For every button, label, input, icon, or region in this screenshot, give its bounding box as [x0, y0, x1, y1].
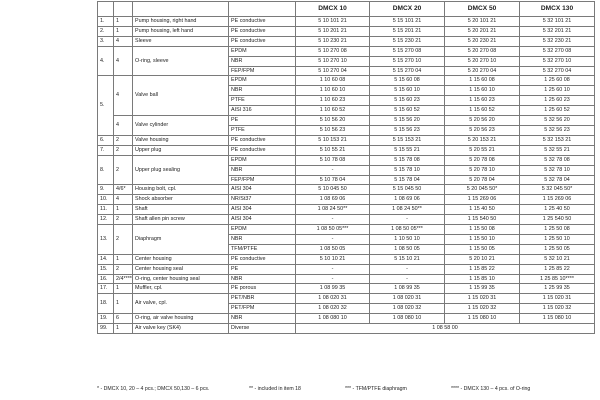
- material-cell: NR/St37: [229, 195, 296, 205]
- material-cell: NBR: [229, 314, 296, 324]
- part-number-dmcx-20: 1 08 50 05: [370, 244, 445, 254]
- description-cell: Upper plug: [133, 145, 229, 155]
- position-cell: 18.: [98, 294, 114, 314]
- part-number-dmcx-130: 5 32 56 23: [520, 125, 595, 135]
- position-cell: 3.: [98, 36, 114, 46]
- table-row: [98, 26, 595, 36]
- part-number-dmcx-20: 5 15 78 10: [370, 165, 445, 175]
- part-number-dmcx-10: 5 10 56 23: [296, 125, 370, 135]
- part-number-dmcx-10: 5 10 201 21: [296, 26, 370, 36]
- position-cell: 1.: [98, 17, 114, 27]
- quantity-cell: 1: [114, 26, 133, 36]
- table-row: [98, 155, 595, 165]
- part-number-dmcx-130: 5 32 56 20: [520, 116, 595, 126]
- footnote-diaphragm: *** - TFM/PTFE diaphragm: [345, 386, 407, 392]
- part-number-dmcx-20: 5 15 230 21: [370, 36, 445, 46]
- material-cell: NBR: [229, 86, 296, 96]
- part-number-dmcx-10: 1 08 50 05***: [296, 225, 370, 235]
- part-number-dmcx-20: 1 08 020 31: [370, 294, 445, 304]
- quantity-cell: 2: [114, 155, 133, 185]
- part-number-dmcx-20: 1 08 24 50**: [370, 205, 445, 215]
- part-number-dmcx-130: 5 32 10 21: [520, 254, 595, 264]
- part-number-dmcx-130: 5 32 201 21: [520, 26, 595, 36]
- material-cell: EPDM: [229, 155, 296, 165]
- quantity-cell: 1: [114, 254, 133, 264]
- part-number-dmcx-10: 1 08 24 50**: [296, 205, 370, 215]
- part-number-dmcx-10: -: [296, 234, 370, 244]
- header-dmcx-130: DMCX 130: [520, 2, 595, 17]
- part-number-dmcx-20: 5 15 56 20: [370, 116, 445, 126]
- part-number-dmcx-50: 1 15 60 10: [445, 86, 520, 96]
- position-cell: 15.: [98, 264, 114, 274]
- table-row: [98, 264, 595, 274]
- part-number-dmcx-130: 5 32 101 21: [520, 17, 595, 27]
- table-row: [98, 294, 595, 304]
- part-number-dmcx-10: 5 10 56 20: [296, 116, 370, 126]
- table-row: [98, 314, 595, 324]
- part-number-dmcx-10: 1 08 020 32: [296, 304, 370, 314]
- description-cell: Pump housing, right hand: [133, 17, 229, 27]
- part-number-dmcx-50: 1 15 540 50: [445, 215, 520, 225]
- part-number-dmcx-50: 5 20 56 20: [445, 116, 520, 126]
- part-number-dmcx-20: 5 15 045 50: [370, 185, 445, 195]
- material-cell: PTFE: [229, 96, 296, 106]
- part-number-dmcx-50: 1 15 020 31: [445, 294, 520, 304]
- part-number-dmcx-20: 5 15 201 21: [370, 26, 445, 36]
- part-number-dmcx-50: 1 15 60 08: [445, 76, 520, 86]
- part-number-dmcx-10: 1 08 50 05: [296, 244, 370, 254]
- part-number-dmcx-50: 5 20 55 21: [445, 145, 520, 155]
- part-number-dmcx-50: 1 15 020 32: [445, 304, 520, 314]
- material-cell: PE porous: [229, 284, 296, 294]
- part-number-dmcx-50: 5 20 270 10: [445, 56, 520, 66]
- description-cell: O-ring, air valve housing: [133, 314, 229, 324]
- quantity-cell: 2: [114, 215, 133, 225]
- table-row: [98, 254, 595, 264]
- material-cell: EPDM: [229, 225, 296, 235]
- part-number-dmcx-50: 5 20 78 08: [445, 155, 520, 165]
- part-number-dmcx-130: 5 32 270 10: [520, 56, 595, 66]
- part-number-dmcx-20: 1 08 080 10: [370, 314, 445, 324]
- part-number-dmcx-10: 5 10 55 21: [296, 145, 370, 155]
- material-cell: PTFE: [229, 125, 296, 135]
- table-row: [98, 17, 595, 27]
- part-number-dmcx-20: 1 08 99 35: [370, 284, 445, 294]
- position-cell: 13.: [98, 225, 114, 255]
- material-cell: PE conductive: [229, 17, 296, 27]
- part-number-dmcx-50: 5 20 201 21: [445, 26, 520, 36]
- part-number-dmcx-20: 5 15 56 23: [370, 125, 445, 135]
- material-cell: AISI 304: [229, 185, 296, 195]
- material-cell: NBR: [229, 274, 296, 284]
- table-row: [98, 324, 595, 334]
- part-number-dmcx-20: 5 15 270 04: [370, 66, 445, 76]
- material-cell: PET/FPM: [229, 304, 296, 314]
- part-number-dmcx-50: 1 15 99 35: [445, 284, 520, 294]
- part-number-dmcx-10: 5 10 270 08: [296, 46, 370, 56]
- header-qty: [114, 2, 133, 17]
- part-number-dmcx-130: 1 15 080 10: [520, 314, 595, 324]
- quantity-cell: 1: [114, 205, 133, 215]
- description-cell: Center housing seal: [133, 264, 229, 274]
- part-number-dmcx-130: 5 32 78 04: [520, 175, 595, 185]
- part-number-dmcx-10: 1 10 60 23: [296, 96, 370, 106]
- material-cell: NBR: [229, 234, 296, 244]
- part-number-dmcx-10: 5 10 270 10: [296, 56, 370, 66]
- part-number-dmcx-130: 5 32 153 21: [520, 135, 595, 145]
- description-cell: Valve housing: [133, 135, 229, 145]
- part-number-dmcx-10: -: [296, 215, 370, 225]
- part-number-dmcx-20: 5 15 60 52: [370, 106, 445, 116]
- material-cell: FEP/FPM: [229, 66, 296, 76]
- table-row: [98, 36, 595, 46]
- part-number-dmcx-50: 5 20 270 04: [445, 66, 520, 76]
- part-number-dmcx-10: 5 10 045 50: [296, 185, 370, 195]
- position-cell: 14.: [98, 254, 114, 264]
- material-cell: PE conductive: [229, 36, 296, 46]
- part-number-dmcx-10: 5 10 153 21: [296, 135, 370, 145]
- part-number-dmcx-20: 1 08 69 06: [370, 195, 445, 205]
- material-cell: PE: [229, 116, 296, 126]
- parts-table: [97, 1, 595, 334]
- material-cell: EPDM: [229, 46, 296, 56]
- part-number-dmcx-20: 5 15 101 21: [370, 17, 445, 27]
- part-number-dmcx-130: 1 25 40 50: [520, 205, 595, 215]
- position-cell: 16.: [98, 274, 114, 284]
- material-cell: AISI 316: [229, 106, 296, 116]
- part-number-dmcx-130: 1 15 269 06: [520, 195, 595, 205]
- material-cell: PE conductive: [229, 254, 296, 264]
- part-number-dmcx-10: 1 08 69 06: [296, 195, 370, 205]
- material-cell: TFM/PTFE: [229, 244, 296, 254]
- description-cell: Housing bolt, cpl.: [133, 185, 229, 195]
- part-number-dmcx-20: 1 10 50 10: [370, 234, 445, 244]
- part-number-dmcx-130: 1 25 50 10: [520, 234, 595, 244]
- table-row: [98, 225, 595, 235]
- header-material: [229, 2, 296, 17]
- part-number-dmcx-20: 5 15 60 08: [370, 76, 445, 86]
- position-cell: 99.: [98, 324, 114, 334]
- description-cell: O-ring, sleeve: [133, 46, 229, 76]
- part-number-dmcx-130: 5 32 270 04: [520, 66, 595, 76]
- footnote-bolt-quantity: * - DMCX 10, 20 – 4 pcs.; DMCX 50,130 – 6 pcs.: [97, 386, 210, 392]
- position-cell: 12.: [98, 215, 114, 225]
- part-number-dmcx-10: 5 10 78 08: [296, 155, 370, 165]
- header-pos: [98, 2, 114, 17]
- material-cell: AISI 304: [229, 215, 296, 225]
- quantity-cell: 1: [114, 324, 133, 334]
- description-cell: Muffler, cpl.: [133, 284, 229, 294]
- material-cell: Diverse: [229, 324, 296, 334]
- part-number-dmcx-130: 1 25 60 10: [520, 86, 595, 96]
- part-number-dmcx-20: 5 15 78 08: [370, 155, 445, 165]
- part-number-dmcx-50: 1 15 50 08: [445, 225, 520, 235]
- part-number-dmcx-10: -: [296, 274, 370, 284]
- part-number-dmcx-130: 1 25 60 23: [520, 96, 595, 106]
- quantity-cell: 6: [114, 314, 133, 324]
- position-cell: 4.: [98, 46, 114, 76]
- part-number-dmcx-20: 5 15 60 10: [370, 86, 445, 96]
- part-number-dmcx-50: 5 20 230 21: [445, 36, 520, 46]
- description-cell: Upper plug sealing: [133, 155, 229, 185]
- part-number-dmcx-50: 5 20 153 21: [445, 135, 520, 145]
- part-number-dmcx-50: 5 20 101 21: [445, 17, 520, 27]
- table-row: [98, 46, 595, 56]
- table-row: [98, 76, 595, 86]
- position-cell: 7.: [98, 145, 114, 155]
- table-row: [98, 145, 595, 155]
- quantity-cell: 2: [114, 145, 133, 155]
- part-number-dmcx-130: 1 25 50 08: [520, 225, 595, 235]
- part-number-dmcx-20: -: [370, 215, 445, 225]
- table-row: [98, 284, 595, 294]
- position-cell: 6.: [98, 135, 114, 145]
- part-number-dmcx-50: 1 15 269 06: [445, 195, 520, 205]
- table-row: [98, 185, 595, 195]
- position-cell: 5.: [98, 76, 114, 135]
- header-dmcx-50: DMCX 50: [445, 2, 520, 17]
- description-cell: Shock absorber: [133, 195, 229, 205]
- part-number-dmcx-50: 5 20 78 04: [445, 175, 520, 185]
- quantity-cell: 1: [114, 294, 133, 314]
- part-number-dmcx-10: 1 08 020 31: [296, 294, 370, 304]
- part-number-dmcx-20: -: [370, 264, 445, 274]
- description-cell: Center housing: [133, 254, 229, 264]
- part-number-dmcx-10: 5 10 230 21: [296, 36, 370, 46]
- position-cell: 11.: [98, 205, 114, 215]
- description-cell: Air valve key (SK4): [133, 324, 229, 334]
- quantity-cell: 2/4****: [114, 274, 133, 284]
- part-number-dmcx-130: 1 25 85 10****: [520, 274, 595, 284]
- part-number-dmcx-130: 5 32 78 10: [520, 165, 595, 175]
- table-row: [98, 116, 595, 126]
- part-number-dmcx-50: 5 20 78 10: [445, 165, 520, 175]
- part-number-dmcx-10: 5 10 101 21: [296, 17, 370, 27]
- part-number-dmcx-20: 5 15 60 23: [370, 96, 445, 106]
- material-cell: PE conductive: [229, 26, 296, 36]
- description-cell: O-ring, center housing seal: [133, 274, 229, 284]
- part-number-dmcx-130: 5 32 230 21: [520, 36, 595, 46]
- description-cell: Valve ball: [133, 76, 229, 116]
- part-number-dmcx-10: 5 10 10 21: [296, 254, 370, 264]
- quantity-cell: 4: [114, 116, 133, 136]
- part-number-dmcx-10: 5 10 78 04: [296, 175, 370, 185]
- part-number-dmcx-20: 5 15 270 08: [370, 46, 445, 56]
- part-number-dmcx-130: 5 32 78 08: [520, 155, 595, 165]
- part-number-dmcx-20: 5 15 153 21: [370, 135, 445, 145]
- header-dmcx-10: DMCX 10: [296, 2, 370, 17]
- part-number-dmcx-130: 5 32 55 21: [520, 145, 595, 155]
- material-cell: NBR: [229, 56, 296, 66]
- part-number-dmcx-20: 1 08 50 05***: [370, 225, 445, 235]
- material-cell: PE: [229, 264, 296, 274]
- material-cell: EPDM: [229, 76, 296, 86]
- quantity-cell: 2: [114, 135, 133, 145]
- footnote-oring-count: **** - DMCX 130 – 4 pcs. of O-ring: [451, 386, 531, 392]
- part-number-dmcx-50: 5 20 56 23: [445, 125, 520, 135]
- position-cell: 19.: [98, 314, 114, 324]
- part-number-dmcx-130: 1 25 99 35: [520, 284, 595, 294]
- quantity-cell: 4/6*: [114, 185, 133, 195]
- part-number-dmcx-50: 5 20 10 21: [445, 254, 520, 264]
- part-number-dmcx-130: 1 15 020 32: [520, 304, 595, 314]
- part-number-dmcx-20: 1 08 020 32: [370, 304, 445, 314]
- position-cell: 2.: [98, 26, 114, 36]
- part-number-dmcx-130: 1 25 50 05: [520, 244, 595, 254]
- part-number-dmcx-50: 1 15 60 52: [445, 106, 520, 116]
- part-number-dmcx-50: 1 15 85 10: [445, 274, 520, 284]
- description-cell: Valve cylinder: [133, 116, 229, 136]
- part-number-dmcx-50: 1 15 50 10: [445, 234, 520, 244]
- description-cell: Shaft allen pin screw: [133, 215, 229, 225]
- table-row: [98, 135, 595, 145]
- description-cell: Sleeve: [133, 36, 229, 46]
- table-row: [98, 274, 595, 284]
- part-number-dmcx-130: 1 15 020 31: [520, 294, 595, 304]
- table-row: [98, 195, 595, 205]
- part-number-all-models: 1 08 58 00: [296, 324, 595, 334]
- quantity-cell: 1: [114, 17, 133, 27]
- part-number-dmcx-20: 5 15 10 21: [370, 254, 445, 264]
- footnote-included-item-18: ** - included in item 18: [249, 386, 301, 392]
- position-cell: 8.: [98, 155, 114, 185]
- quantity-cell: 2: [114, 264, 133, 274]
- part-number-dmcx-130: 1 25 60 52: [520, 106, 595, 116]
- part-number-dmcx-20: -: [370, 274, 445, 284]
- quantity-cell: 2: [114, 225, 133, 255]
- table-row: [98, 205, 595, 215]
- material-cell: PET/NBR: [229, 294, 296, 304]
- part-number-dmcx-130: 1 25 60 08: [520, 76, 595, 86]
- part-number-dmcx-50: 1 15 080 10: [445, 314, 520, 324]
- material-cell: PE conductive: [229, 145, 296, 155]
- material-cell: FEP/FPM: [229, 175, 296, 185]
- part-number-dmcx-10: 1 10 60 52: [296, 106, 370, 116]
- table-row: [98, 215, 595, 225]
- part-number-dmcx-50: 1 15 40 50: [445, 205, 520, 215]
- material-cell: NBR: [229, 165, 296, 175]
- description-cell: Diaphragm: [133, 225, 229, 255]
- part-number-dmcx-50: 1 15 60 23: [445, 96, 520, 106]
- position-cell: 9.: [98, 185, 114, 195]
- part-number-dmcx-130: 5 32 045 50*: [520, 185, 595, 195]
- parts-table-body: [98, 17, 595, 334]
- material-cell: AISI 304: [229, 205, 296, 215]
- quantity-cell: 4: [114, 76, 133, 116]
- part-number-dmcx-50: 1 15 85 22: [445, 264, 520, 274]
- part-number-dmcx-10: 5 10 270 04: [296, 66, 370, 76]
- part-number-dmcx-50: 1 15 50 05: [445, 244, 520, 254]
- description-cell: Shaft: [133, 205, 229, 215]
- position-cell: 17.: [98, 284, 114, 294]
- part-number-dmcx-130: 1 25 540 50: [520, 215, 595, 225]
- part-number-dmcx-20: 5 15 78 04: [370, 175, 445, 185]
- material-cell: PE conductive: [229, 135, 296, 145]
- quantity-cell: 4: [114, 195, 133, 205]
- part-number-dmcx-50: 5 20 045 50*: [445, 185, 520, 195]
- quantity-cell: 1: [114, 284, 133, 294]
- part-number-dmcx-10: 1 10 60 08: [296, 76, 370, 86]
- header-description: [133, 2, 229, 17]
- part-number-dmcx-10: -: [296, 264, 370, 274]
- header-row: [98, 2, 595, 17]
- part-number-dmcx-10: 1 08 080 10: [296, 314, 370, 324]
- position-cell: 10.: [98, 195, 114, 205]
- part-number-dmcx-10: 1 08 99 35: [296, 284, 370, 294]
- quantity-cell: 4: [114, 46, 133, 76]
- description-cell: Pump housing, left hand: [133, 26, 229, 36]
- part-number-dmcx-130: 5 32 270 08: [520, 46, 595, 56]
- part-number-dmcx-10: 1 10 60 10: [296, 86, 370, 96]
- part-number-dmcx-10: -: [296, 165, 370, 175]
- description-cell: Air valve, cpl.: [133, 294, 229, 314]
- part-number-dmcx-20: 5 15 55 21: [370, 145, 445, 155]
- part-number-dmcx-50: 5 20 270 08: [445, 46, 520, 56]
- header-dmcx-20: DMCX 20: [370, 2, 445, 17]
- part-number-dmcx-20: 5 15 270 10: [370, 56, 445, 66]
- quantity-cell: 4: [114, 36, 133, 46]
- part-number-dmcx-130: 1 25 85 22: [520, 264, 595, 274]
